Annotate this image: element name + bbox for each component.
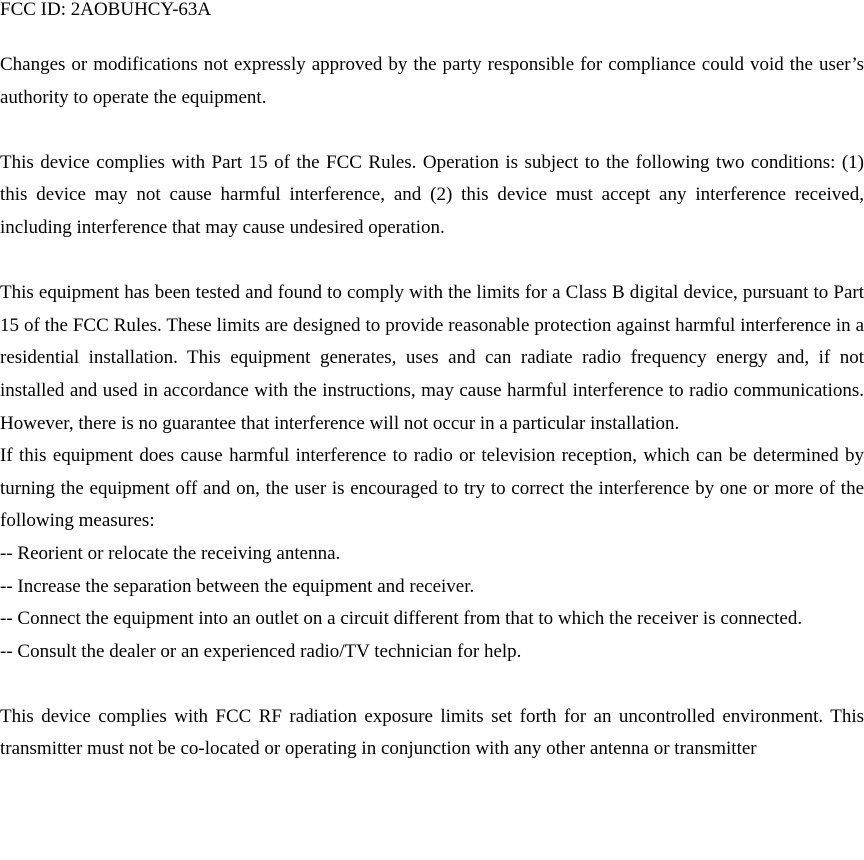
measure-item: -- Reorient or relocate the receiving antenna. xyxy=(0,542,341,564)
class-b-paragraph: This equipment has been tested and found to comply with the limits for a Class B digital device, pursuant to Part 15 of the FCC Rules. These limits are designed to provide reasonable protection against harmful interference in a residential installation. This equipment generates, uses and can radiate radio frequency energy and, if not installed and used in accordance with the instructions, may cause harmful interference to radio communications. However, there is no guarantee that interference will not occur in a particular installation. xyxy=(0,282,864,434)
rf-exposure-paragraph: This device complies with FCC RF radiation exposure limits set forth for an uncontrolled environment. This transmitter must not be co-located or operating in conjunction with any other antenna or transmitter xyxy=(0,705,864,760)
spacer xyxy=(0,20,864,49)
part15-compliance-paragraph: This device complies with Part 15 of the FCC Rules. Operation is subject to the following two conditions: (1) this device may not cause harmful interference, and (2) this device must accept any interference received, including interference that may cause undesired operation. xyxy=(0,151,864,238)
measure-item: -- Consult the dealer or an experienced radio/TV technician for help. xyxy=(0,640,522,662)
spacer xyxy=(0,114,864,147)
modifications-paragraph: Changes or modifications not expressly approved by the party responsible for compliance could void the user’s authority to operate the equipment. xyxy=(0,54,864,108)
spacer xyxy=(0,245,864,278)
spacer xyxy=(0,668,864,701)
measures-intro-paragraph: If this equipment does cause harmful interference to radio or television reception, which can be determined by turning the equipment off and on, the user is encouraged to try to correct the interference by one or more of the following measures: xyxy=(0,445,864,532)
measure-item: -- Increase the separation between the equipment and receiver. xyxy=(0,575,475,597)
fcc-id: FCC ID: 2AOBUHCY-63A xyxy=(0,0,212,20)
measure-item: -- Connect the equipment into an outlet on a circuit different from that to which the receiver is connected. xyxy=(0,608,803,630)
